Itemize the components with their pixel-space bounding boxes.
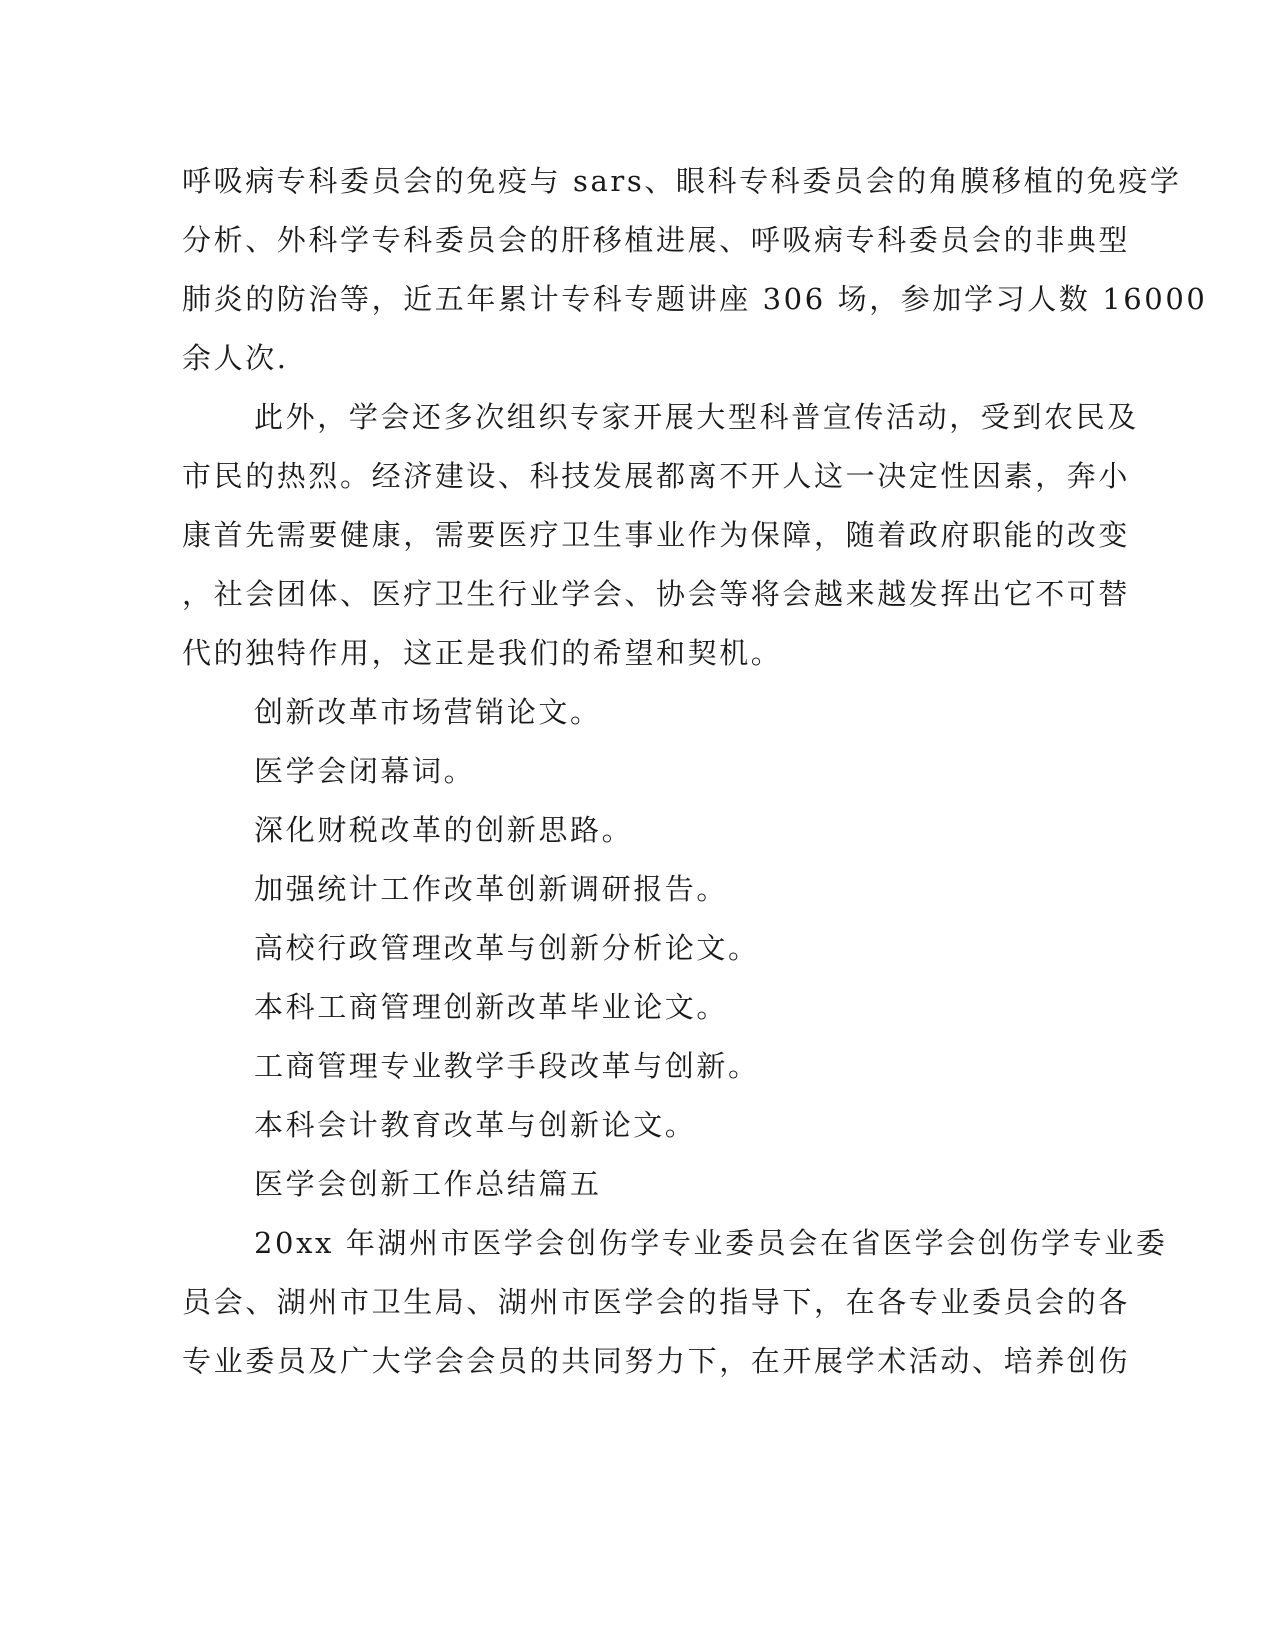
list-item: 创新改革市场营销论文。 (254, 695, 602, 729)
paragraph-1-line-1: 呼吸病专科委员会的免疫与 sars、眼科专科委员会的角膜移植的免疫学 (182, 164, 1182, 198)
section-heading: 医学会创新工作总结篇五 (254, 1167, 602, 1201)
paragraph-2-line-3: 康首先需要健康，需要医疗卫生事业作为保障，随着政府职能的改变 (182, 518, 1131, 552)
list-item: 工商管理专业教学手段改革与创新。 (254, 1049, 760, 1083)
paragraph-3-line-1: 20xx 年湖州市医学会创伤学专业委员会在省医学会创伤学专业委 (254, 1226, 1168, 1260)
list-item: 高校行政管理改革与创新分析论文。 (254, 931, 760, 965)
list-item: 医学会闭幕词。 (254, 754, 476, 788)
paragraph-2-line-1: 此外，学会还多次组织专家开展大型科普宣传活动，受到农民及 (254, 400, 1139, 434)
list-item: 本科会计教育改革与创新论文。 (254, 1108, 697, 1142)
list-item: 深化财税改革的创新思路。 (254, 813, 634, 847)
paragraph-3-line-3: 专业委员及广大学会会员的共同努力下，在开展学术活动、培养创伤 (182, 1344, 1131, 1378)
paragraph-3-line-2: 员会、湖州市卫生局、湖州市医学会的指导下，在各专业委员会的各 (182, 1285, 1131, 1319)
paragraph-2-line-5: 代的独特作用，这正是我们的希望和契机。 (182, 636, 783, 670)
paragraph-2-line-4: ，社会团体、医疗卫生行业学会、协会等将会越来越发挥出它不可替 (182, 577, 1131, 611)
paragraph-1-line-3: 肺炎的防治等，近五年累计专科专题讲座 306 场，参加学习人数 16000 (182, 282, 1208, 316)
paragraph-1-line-4: 余人次. (182, 341, 289, 375)
list-item: 加强统计工作改革创新调研报告。 (254, 872, 729, 906)
paragraph-2-line-2: 市民的热烈。经济建设、科技发展都离不开人这一决定性因素，奔小 (182, 459, 1131, 493)
list-item: 本科工商管理创新改革毕业论文。 (254, 990, 729, 1024)
paragraph-1-line-2: 分析、外科学专科委员会的肝移植进展、呼吸病专科委员会的非典型 (182, 223, 1131, 257)
